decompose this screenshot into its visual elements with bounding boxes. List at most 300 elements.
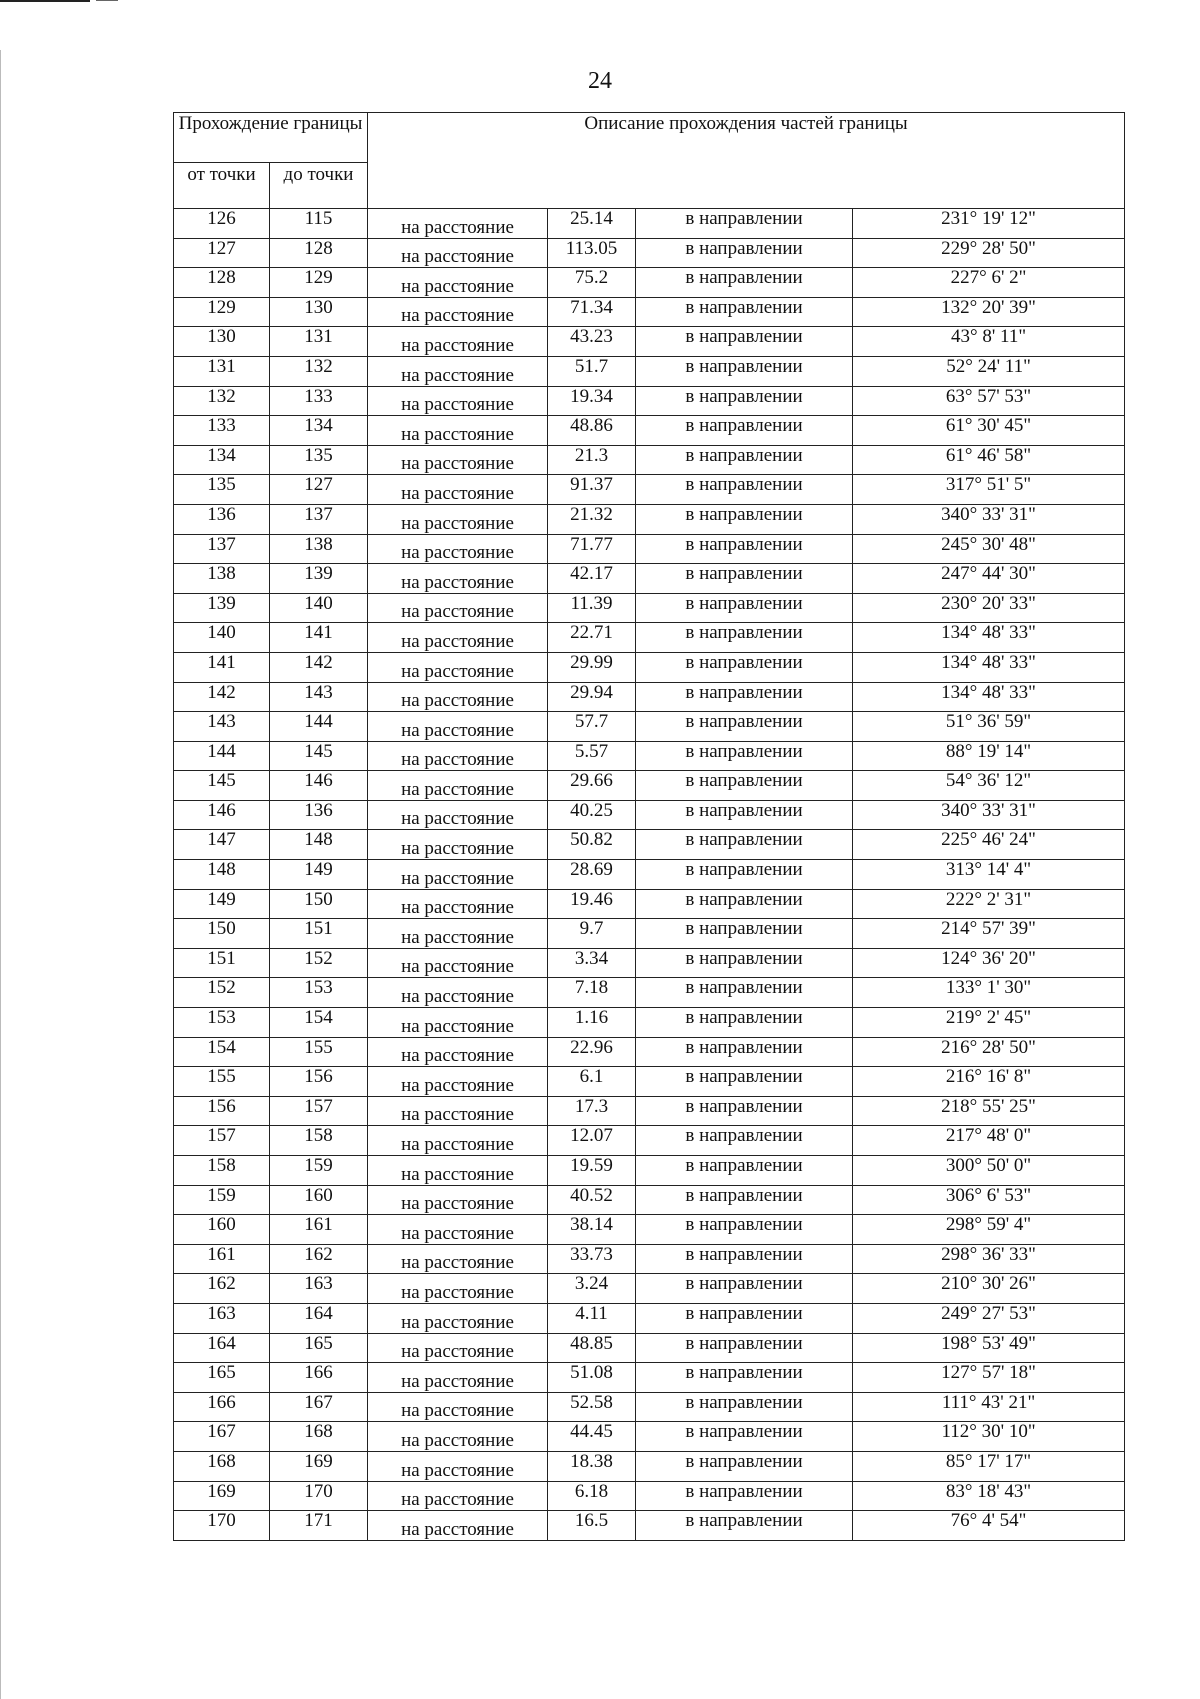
direction-label-cell: в направлении <box>636 564 853 594</box>
table-row <box>174 1303 1125 1333</box>
to-point-cell: 166 <box>270 1363 368 1393</box>
to-point-cell: 138 <box>270 534 368 564</box>
from-point-cell: 167 <box>174 1422 270 1452</box>
to-point-cell: 139 <box>270 564 368 594</box>
distance-cell: 5.57 <box>548 741 636 771</box>
to-point-cell: 153 <box>270 978 368 1008</box>
direction-label-cell: в направлении <box>636 1511 853 1541</box>
table-row <box>174 1037 1125 1067</box>
direction-label-cell: в направлении <box>636 860 853 890</box>
direction-label-cell: в направлении <box>636 1422 853 1452</box>
distance-label-cell: на расстояние <box>368 1422 548 1452</box>
from-point-cell: 133 <box>174 416 270 446</box>
distance-cell: 75.2 <box>548 268 636 298</box>
distance-label-cell: на расстояние <box>368 1363 548 1393</box>
table-row <box>174 1185 1125 1215</box>
table-row <box>174 771 1125 801</box>
direction-label-cell: в направлении <box>636 1363 853 1393</box>
table-row <box>174 652 1125 682</box>
direction-label-cell: в направлении <box>636 948 853 978</box>
angle-cell: 76° 4' 54" <box>853 1511 1125 1541</box>
angle-cell: 61° 30' 45" <box>853 416 1125 446</box>
angle-cell: 198° 53' 49" <box>853 1333 1125 1363</box>
table-row <box>174 1392 1125 1422</box>
distance-cell: 52.58 <box>548 1392 636 1422</box>
from-point-cell: 145 <box>174 771 270 801</box>
direction-label-cell: в направлении <box>636 1333 853 1363</box>
angle-cell: 134° 48' 33" <box>853 652 1125 682</box>
distance-label-cell: на расстояние <box>368 475 548 505</box>
from-point-cell: 146 <box>174 800 270 830</box>
angle-cell: 218° 55' 25" <box>853 1096 1125 1126</box>
distance-cell: 6.1 <box>548 1067 636 1097</box>
direction-label-cell: в направлении <box>636 356 853 386</box>
table-row <box>174 475 1125 505</box>
angle-cell: 340° 33' 31" <box>853 800 1125 830</box>
from-point-cell: 170 <box>174 1511 270 1541</box>
from-point-cell: 130 <box>174 327 270 357</box>
from-point-cell: 158 <box>174 1156 270 1186</box>
angle-cell: 124° 36' 20" <box>853 948 1125 978</box>
distance-label-cell: на расстояние <box>368 445 548 475</box>
table-row <box>174 1096 1125 1126</box>
to-point-cell: 145 <box>270 741 368 771</box>
direction-label-cell: в направлении <box>636 1096 853 1126</box>
to-point-cell: 170 <box>270 1481 368 1511</box>
to-point-cell: 162 <box>270 1244 368 1274</box>
table-row <box>174 1215 1125 1245</box>
table-row <box>174 416 1125 446</box>
from-point-cell: 162 <box>174 1274 270 1304</box>
table-row <box>174 800 1125 830</box>
distance-cell: 71.34 <box>548 297 636 327</box>
direction-label-cell: в направлении <box>636 1244 853 1274</box>
from-point-cell: 153 <box>174 1008 270 1038</box>
table-row <box>174 238 1125 268</box>
angle-cell: 231° 19' 12" <box>853 209 1125 239</box>
to-point-cell: 151 <box>270 919 368 949</box>
from-point-cell: 154 <box>174 1037 270 1067</box>
distance-cell: 21.32 <box>548 504 636 534</box>
distance-label-cell: на расстояние <box>368 534 548 564</box>
distance-label-cell: на расстояние <box>368 1303 548 1333</box>
direction-label-cell: в направлении <box>636 1451 853 1481</box>
direction-label-cell: в направлении <box>636 238 853 268</box>
distance-cell: 19.46 <box>548 889 636 919</box>
to-point-cell: 140 <box>270 593 368 623</box>
direction-label-cell: в направлении <box>636 623 853 653</box>
table-row <box>174 1511 1125 1541</box>
table-row <box>174 356 1125 386</box>
distance-cell: 50.82 <box>548 830 636 860</box>
angle-cell: 216° 16' 8" <box>853 1067 1125 1097</box>
header-to-point: до точки <box>270 163 368 209</box>
distance-cell: 9.7 <box>548 919 636 949</box>
header-passage: Прохождение границы <box>174 113 368 163</box>
distance-cell: 16.5 <box>548 1511 636 1541</box>
from-point-cell: 126 <box>174 209 270 239</box>
direction-label-cell: в направлении <box>636 741 853 771</box>
distance-label-cell: на расстояние <box>368 712 548 742</box>
direction-label-cell: в направлении <box>636 1481 853 1511</box>
angle-cell: 112° 30' 10" <box>853 1422 1125 1452</box>
to-point-cell: 133 <box>270 386 368 416</box>
to-point-cell: 164 <box>270 1303 368 1333</box>
distance-label-cell: на расстояние <box>368 1274 548 1304</box>
from-point-cell: 166 <box>174 1392 270 1422</box>
direction-label-cell: в направлении <box>636 534 853 564</box>
to-point-cell: 156 <box>270 1067 368 1097</box>
angle-cell: 247° 44' 30" <box>853 564 1125 594</box>
distance-label-cell: на расстояние <box>368 889 548 919</box>
to-point-cell: 157 <box>270 1096 368 1126</box>
distance-cell: 19.59 <box>548 1156 636 1186</box>
distance-cell: 3.24 <box>548 1274 636 1304</box>
angle-cell: 214° 57' 39" <box>853 919 1125 949</box>
distance-cell: 40.25 <box>548 800 636 830</box>
from-point-cell: 157 <box>174 1126 270 1156</box>
table-row <box>174 889 1125 919</box>
distance-label-cell: на расстояние <box>368 593 548 623</box>
distance-cell: 51.08 <box>548 1363 636 1393</box>
direction-label-cell: в направлении <box>636 1215 853 1245</box>
to-point-cell: 165 <box>270 1333 368 1363</box>
to-point-cell: 127 <box>270 475 368 505</box>
angle-cell: 340° 33' 31" <box>853 504 1125 534</box>
distance-label-cell: на расстояние <box>368 830 548 860</box>
from-point-cell: 147 <box>174 830 270 860</box>
to-point-cell: 149 <box>270 860 368 890</box>
page-number: 24 <box>588 68 612 94</box>
to-point-cell: 136 <box>270 800 368 830</box>
distance-cell: 51.7 <box>548 356 636 386</box>
distance-cell: 113.05 <box>548 238 636 268</box>
from-point-cell: 144 <box>174 741 270 771</box>
distance-label-cell: на расстояние <box>368 564 548 594</box>
direction-label-cell: в направлении <box>636 268 853 298</box>
to-point-cell: 131 <box>270 327 368 357</box>
to-point-cell: 152 <box>270 948 368 978</box>
to-point-cell: 148 <box>270 830 368 860</box>
direction-label-cell: в направлении <box>636 682 853 712</box>
distance-cell: 57.7 <box>548 712 636 742</box>
from-point-cell: 165 <box>174 1363 270 1393</box>
distance-cell: 25.14 <box>548 209 636 239</box>
to-point-cell: 158 <box>270 1126 368 1156</box>
table-row <box>174 327 1125 357</box>
distance-cell: 40.52 <box>548 1185 636 1215</box>
distance-cell: 1.16 <box>548 1008 636 1038</box>
angle-cell: 127° 57' 18" <box>853 1363 1125 1393</box>
direction-label-cell: в направлении <box>636 1392 853 1422</box>
distance-label-cell: на расстояние <box>368 1215 548 1245</box>
angle-cell: 111° 43' 21" <box>853 1392 1125 1422</box>
direction-label-cell: в направлении <box>636 209 853 239</box>
table-row <box>174 682 1125 712</box>
from-point-cell: 169 <box>174 1481 270 1511</box>
distance-cell: 6.18 <box>548 1481 636 1511</box>
direction-label-cell: в направлении <box>636 1037 853 1067</box>
angle-cell: 83° 18' 43" <box>853 1481 1125 1511</box>
from-point-cell: 128 <box>174 268 270 298</box>
distance-label-cell: на расстояние <box>368 1008 548 1038</box>
distance-cell: 48.85 <box>548 1333 636 1363</box>
table-row <box>174 712 1125 742</box>
to-point-cell: 134 <box>270 416 368 446</box>
distance-label-cell: на расстояние <box>368 1185 548 1215</box>
from-point-cell: 152 <box>174 978 270 1008</box>
angle-cell: 52° 24' 11" <box>853 356 1125 386</box>
distance-label-cell: на расстояние <box>368 1333 548 1363</box>
header-from-point: от точки <box>174 163 270 209</box>
distance-label-cell: на расстояние <box>368 416 548 446</box>
direction-label-cell: в направлении <box>636 475 853 505</box>
from-point-cell: 163 <box>174 1303 270 1333</box>
from-point-cell: 140 <box>174 623 270 653</box>
from-point-cell: 136 <box>174 504 270 534</box>
boundary-table <box>173 112 1125 1541</box>
direction-label-cell: в направлении <box>636 416 853 446</box>
direction-label-cell: в направлении <box>636 593 853 623</box>
distance-cell: 19.34 <box>548 386 636 416</box>
from-point-cell: 138 <box>174 564 270 594</box>
angle-cell: 300° 50' 0" <box>853 1156 1125 1186</box>
to-point-cell: 154 <box>270 1008 368 1038</box>
distance-cell: 12.07 <box>548 1126 636 1156</box>
angle-cell: 133° 1' 30" <box>853 978 1125 1008</box>
angle-cell: 63° 57' 53" <box>853 386 1125 416</box>
table-row <box>174 564 1125 594</box>
direction-label-cell: в направлении <box>636 919 853 949</box>
distance-label-cell: на расстояние <box>368 1156 548 1186</box>
distance-cell: 71.77 <box>548 534 636 564</box>
distance-label-cell: на расстояние <box>368 356 548 386</box>
distance-label-cell: на расстояние <box>368 741 548 771</box>
to-point-cell: 144 <box>270 712 368 742</box>
direction-label-cell: в направлении <box>636 1156 853 1186</box>
to-point-cell: 171 <box>270 1511 368 1541</box>
distance-label-cell: на расстояние <box>368 1451 548 1481</box>
distance-cell: 29.94 <box>548 682 636 712</box>
distance-label-cell: на расстояние <box>368 860 548 890</box>
scan-edge-mark <box>96 0 118 1</box>
table-row <box>174 830 1125 860</box>
distance-label-cell: на расстояние <box>368 919 548 949</box>
distance-label-cell: на расстояние <box>368 682 548 712</box>
direction-label-cell: в направлении <box>636 978 853 1008</box>
angle-cell: 313° 14' 4" <box>853 860 1125 890</box>
angle-cell: 88° 19' 14" <box>853 741 1125 771</box>
distance-label-cell: на расстояние <box>368 1126 548 1156</box>
table-row <box>174 1481 1125 1511</box>
distance-label-cell: на расстояние <box>368 1037 548 1067</box>
distance-cell: 33.73 <box>548 1244 636 1274</box>
angle-cell: 230° 20' 33" <box>853 593 1125 623</box>
from-point-cell: 142 <box>174 682 270 712</box>
distance-cell: 42.17 <box>548 564 636 594</box>
table-row <box>174 209 1125 239</box>
table-row <box>174 1363 1125 1393</box>
distance-label-cell: на расстояние <box>368 652 548 682</box>
header-row <box>174 113 1125 163</box>
from-point-cell: 164 <box>174 1333 270 1363</box>
angle-cell: 222° 2' 31" <box>853 889 1125 919</box>
from-point-cell: 160 <box>174 1215 270 1245</box>
table-row <box>174 1067 1125 1097</box>
angle-cell: 245° 30' 48" <box>853 534 1125 564</box>
angle-cell: 229° 28' 50" <box>853 238 1125 268</box>
distance-label-cell: на расстояние <box>368 623 548 653</box>
distance-label-cell: на расстояние <box>368 1067 548 1097</box>
table-row <box>174 948 1125 978</box>
to-point-cell: 129 <box>270 268 368 298</box>
from-point-cell: 161 <box>174 1244 270 1274</box>
distance-cell: 28.69 <box>548 860 636 890</box>
angle-cell: 298° 59' 4" <box>853 1215 1125 1245</box>
distance-label-cell: на расстояние <box>368 504 548 534</box>
distance-cell: 21.3 <box>548 445 636 475</box>
direction-label-cell: в направлении <box>636 800 853 830</box>
direction-label-cell: в направлении <box>636 1067 853 1097</box>
to-point-cell: 128 <box>270 238 368 268</box>
table-row <box>174 1422 1125 1452</box>
angle-cell: 134° 48' 33" <box>853 682 1125 712</box>
distance-cell: 91.37 <box>548 475 636 505</box>
to-point-cell: 146 <box>270 771 368 801</box>
from-point-cell: 129 <box>174 297 270 327</box>
angle-cell: 210° 30' 26" <box>853 1274 1125 1304</box>
distance-cell: 48.86 <box>548 416 636 446</box>
to-point-cell: 155 <box>270 1037 368 1067</box>
direction-label-cell: в направлении <box>636 1008 853 1038</box>
from-point-cell: 131 <box>174 356 270 386</box>
angle-cell: 43° 8' 11" <box>853 327 1125 357</box>
header-description: Описание прохождения частей границы <box>368 113 1125 209</box>
to-point-cell: 161 <box>270 1215 368 1245</box>
to-point-cell: 115 <box>270 209 368 239</box>
angle-cell: 298° 36' 33" <box>853 1244 1125 1274</box>
angle-cell: 61° 46' 58" <box>853 445 1125 475</box>
distance-cell: 17.3 <box>548 1096 636 1126</box>
angle-cell: 306° 6' 53" <box>853 1185 1125 1215</box>
table-row <box>174 445 1125 475</box>
from-point-cell: 139 <box>174 593 270 623</box>
table-row <box>174 860 1125 890</box>
from-point-cell: 135 <box>174 475 270 505</box>
distance-label-cell: на расстояние <box>368 386 548 416</box>
direction-label-cell: в направлении <box>636 1126 853 1156</box>
from-point-cell: 149 <box>174 889 270 919</box>
table-row <box>174 1451 1125 1481</box>
from-point-cell: 127 <box>174 238 270 268</box>
table-row <box>174 1008 1125 1038</box>
direction-label-cell: в направлении <box>636 327 853 357</box>
table-row <box>174 268 1125 298</box>
angle-cell: 219° 2' 45" <box>853 1008 1125 1038</box>
direction-label-cell: в направлении <box>636 386 853 416</box>
from-point-cell: 141 <box>174 652 270 682</box>
distance-label-cell: на расстояние <box>368 771 548 801</box>
distance-cell: 43.23 <box>548 327 636 357</box>
table-row <box>174 1156 1125 1186</box>
table-row <box>174 297 1125 327</box>
to-point-cell: 150 <box>270 889 368 919</box>
to-point-cell: 130 <box>270 297 368 327</box>
to-point-cell: 132 <box>270 356 368 386</box>
distance-cell: 44.45 <box>548 1422 636 1452</box>
direction-label-cell: в направлении <box>636 712 853 742</box>
angle-cell: 225° 46' 24" <box>853 830 1125 860</box>
to-point-cell: 142 <box>270 652 368 682</box>
distance-label-cell: на расстояние <box>368 297 548 327</box>
angle-cell: 54° 36' 12" <box>853 771 1125 801</box>
distance-label-cell: на расстояние <box>368 238 548 268</box>
distance-cell: 4.11 <box>548 1303 636 1333</box>
scan-edge-mark <box>0 0 90 2</box>
table-row <box>174 623 1125 653</box>
distance-cell: 7.18 <box>548 978 636 1008</box>
to-point-cell: 135 <box>270 445 368 475</box>
distance-cell: 22.71 <box>548 623 636 653</box>
from-point-cell: 137 <box>174 534 270 564</box>
boundary-table-body <box>174 113 1125 1541</box>
from-point-cell: 132 <box>174 386 270 416</box>
distance-label-cell: на расстояние <box>368 948 548 978</box>
angle-cell: 317° 51' 5" <box>853 475 1125 505</box>
table-row <box>174 1333 1125 1363</box>
direction-label-cell: в направлении <box>636 1274 853 1304</box>
table-row <box>174 1126 1125 1156</box>
direction-label-cell: в направлении <box>636 297 853 327</box>
to-point-cell: 168 <box>270 1422 368 1452</box>
table-row <box>174 1274 1125 1304</box>
to-point-cell: 137 <box>270 504 368 534</box>
scan-edge-line <box>0 50 1 1699</box>
from-point-cell: 151 <box>174 948 270 978</box>
table-row <box>174 741 1125 771</box>
distance-cell: 38.14 <box>548 1215 636 1245</box>
distance-label-cell: на расстояние <box>368 1096 548 1126</box>
table-row <box>174 386 1125 416</box>
distance-cell: 3.34 <box>548 948 636 978</box>
table-row <box>174 978 1125 1008</box>
from-point-cell: 148 <box>174 860 270 890</box>
distance-label-cell: на расстояние <box>368 327 548 357</box>
distance-label-cell: на расстояние <box>368 268 548 298</box>
from-point-cell: 143 <box>174 712 270 742</box>
angle-cell: 134° 48' 33" <box>853 623 1125 653</box>
distance-cell: 11.39 <box>548 593 636 623</box>
to-point-cell: 160 <box>270 1185 368 1215</box>
from-point-cell: 156 <box>174 1096 270 1126</box>
distance-label-cell: на расстояние <box>368 1481 548 1511</box>
direction-label-cell: в направлении <box>636 1185 853 1215</box>
table-row <box>174 1244 1125 1274</box>
table-row <box>174 534 1125 564</box>
from-point-cell: 159 <box>174 1185 270 1215</box>
from-point-cell: 168 <box>174 1451 270 1481</box>
distance-cell: 29.99 <box>548 652 636 682</box>
distance-cell: 22.96 <box>548 1037 636 1067</box>
direction-label-cell: в направлении <box>636 771 853 801</box>
from-point-cell: 155 <box>174 1067 270 1097</box>
to-point-cell: 159 <box>270 1156 368 1186</box>
to-point-cell: 167 <box>270 1392 368 1422</box>
angle-cell: 217° 48' 0" <box>853 1126 1125 1156</box>
to-point-cell: 163 <box>270 1274 368 1304</box>
table-row <box>174 919 1125 949</box>
distance-label-cell: на расстояние <box>368 978 548 1008</box>
